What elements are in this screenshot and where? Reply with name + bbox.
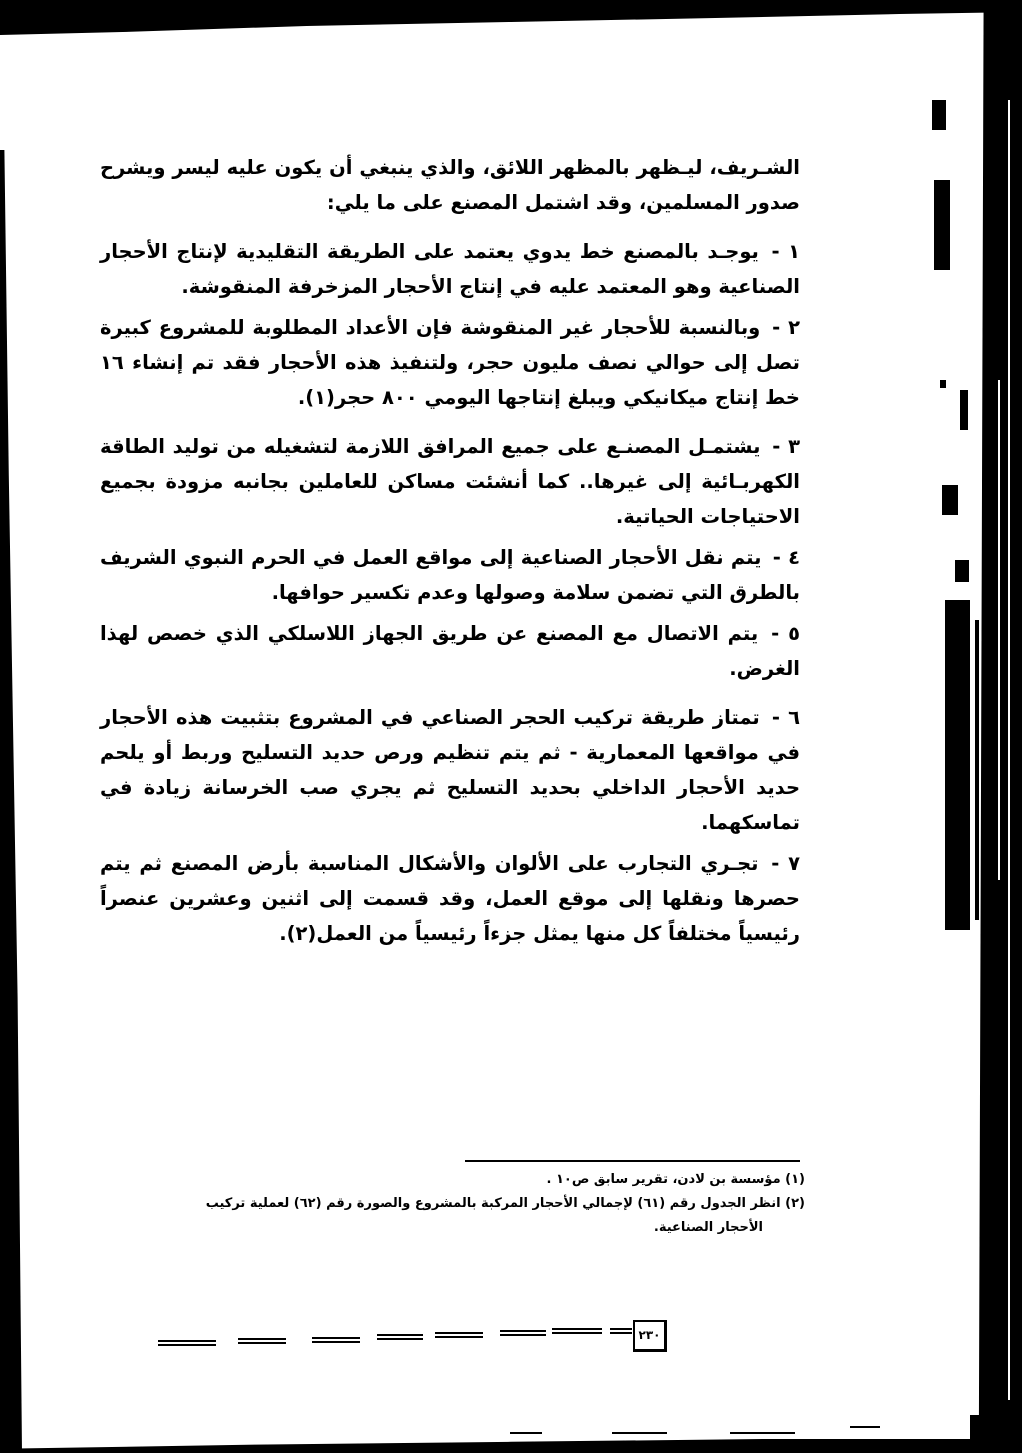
- footnote: [115, 1168, 805, 1192]
- paragraph-intro: [100, 150, 800, 220]
- footer-ornament-dash: [552, 1328, 602, 1334]
- scan-border-top: [0, 0, 1022, 60]
- list-item: [100, 846, 800, 951]
- bleed-through-mark: [940, 380, 946, 388]
- footnote-text: انظر الجدول رقم (٦١) لإجمالي الأحجار المركبة بالمشروع والصورة رقم (٦٢) لعملية تركيب: [205, 1196, 781, 1211]
- list-item-text: يتم نقل الأحجار الصناعية إلى مواقع العمل في الحرم النبوي الشريف بالطرق التي تضمن سلامة وصولها وعدم تكسير حوافها.: [100, 546, 800, 604]
- scan-artifact-mark: [850, 1426, 880, 1428]
- bleed-through-mark: [932, 100, 946, 130]
- footnote-marker: (١): [785, 1172, 805, 1187]
- list-item: [100, 429, 800, 534]
- list-item-text: تمتاز طريقة تركيب الحجر الصناعي في المشروع بتثبيت هذه الأحجار في مواقعها المعمارية - ثم يتم تنظيم ورص حديد التسليح وربط أو يلحم حديد الأحجار الداخلي بحديد التسليح ثم يجري صب الخرسانة زيادة في تماسكهما.: [100, 706, 800, 834]
- paragraph-text: الشـريف، ليـظهر بالمظهر اللائق، والذي ينبغي أن يكون عليه ليسر ويشرح صدور المسلمين، وقد اشتمل المصنع على ما يلي:: [100, 156, 800, 214]
- bleed-through-mark: [960, 390, 968, 430]
- list-item-number: ٣ -: [772, 435, 800, 458]
- footer-ornament-dash: [158, 1340, 216, 1346]
- footnote: [115, 1192, 805, 1216]
- list-item-number: ٤ -: [772, 546, 800, 569]
- list-item-text: يوجـد بالمصنع خط يدوي يعتمد على الطريقة التقليدية لإنتاج الأحجار الصناعية وهو المعتمد عليه في إنتاج الأحجار المزخرفة المنقوشة.: [100, 240, 800, 298]
- footer-ornament-dash: [238, 1338, 286, 1344]
- scan-artifact-line: [998, 380, 1000, 880]
- list-item-text: وبالنسبة للأحجار غير المنقوشة فإن الأعداد المطلوبة للمشروع كبيرة تصل إلى حوالي نصف مليون حجر، ولتنفيذ هذه الأحجار فقد تم إنشاء ١٦ خط إنتاج ميكانيكي ويبلغ إنتاجها اليومي ٨٠٠ حجر(١).: [100, 316, 800, 409]
- bleed-through-mark: [942, 485, 958, 515]
- list-item-number: ٧ -: [771, 852, 800, 875]
- bleed-through-mark: [987, 980, 991, 1040]
- footer-ornament-dash: [500, 1330, 546, 1336]
- list-item: [100, 540, 800, 610]
- bleed-through-mark: [934, 180, 950, 270]
- scan-artifact-line: [1008, 100, 1010, 1400]
- list-item: [100, 234, 800, 304]
- bleed-through-mark: [997, 1290, 1001, 1350]
- footnotes: [115, 1168, 805, 1240]
- footnote-continuation: الأحجار الصناعية.: [653, 1220, 763, 1235]
- footnote-separator: [465, 1160, 800, 1162]
- footer-ornament-dash: [312, 1337, 360, 1343]
- page-footer: [150, 1320, 810, 1350]
- scan-border-left: [0, 150, 22, 1453]
- list-item: [100, 616, 800, 686]
- footer-ornament-dash: [435, 1332, 483, 1338]
- bleed-through-mark: [992, 1155, 997, 1255]
- footer-ornament-dash: [610, 1328, 632, 1334]
- list-item-text: تجـري التجارب على الألوان والأشكال المناسبة بأرض المصنع ثم يتم حصرها ونقلها إلى موقع العمل، وقد قسمت إلى اثنين وعشرين عنصراً رئيسياً مختلفاً كل منها يمثل جزءاً رئيسياً من العمل(٢).: [100, 852, 800, 945]
- footer-ornament-dash: [377, 1334, 423, 1340]
- footnote-text: مؤسسة بن لادن، تقرير سابق ص١٠ .: [546, 1172, 781, 1187]
- list-item-number: ٢ -: [772, 316, 800, 339]
- list-item-number: ١ -: [771, 240, 800, 263]
- scan-border-bottom: [0, 1439, 1022, 1453]
- list-item-text: يشتمـل المصنـع على جميع المرافق اللازمة لتشغيله من توليد الطاقة الكهربـائية إلى غيرها.. كما أنشئت مساكن للعاملين بجانبه مزودة بجميع الاحتياجات الحياتية.: [100, 435, 800, 528]
- scan-artifact-mark: [612, 1432, 667, 1434]
- bleed-through-mark: [970, 1415, 986, 1443]
- bleed-through-mark: [975, 620, 979, 920]
- list-item-text: يتم الاتصال مع المصنع عن طريق الجهاز اللاسلكي الذي خصص لهذا الغرض.: [100, 622, 800, 680]
- list-item: [100, 310, 800, 415]
- page-number: ٢٣٠: [633, 1320, 667, 1352]
- scan-artifact-mark: [730, 1432, 795, 1434]
- footnote-marker: (٢): [785, 1196, 805, 1211]
- scan-artifact-mark: [510, 1432, 542, 1434]
- page-body: [100, 150, 800, 957]
- bleed-through-mark: [955, 560, 969, 582]
- list-item-number: ٦ -: [771, 706, 801, 729]
- list-item-number: ٥ -: [771, 622, 800, 645]
- bleed-through-mark: [945, 600, 970, 930]
- list-item: [100, 700, 800, 840]
